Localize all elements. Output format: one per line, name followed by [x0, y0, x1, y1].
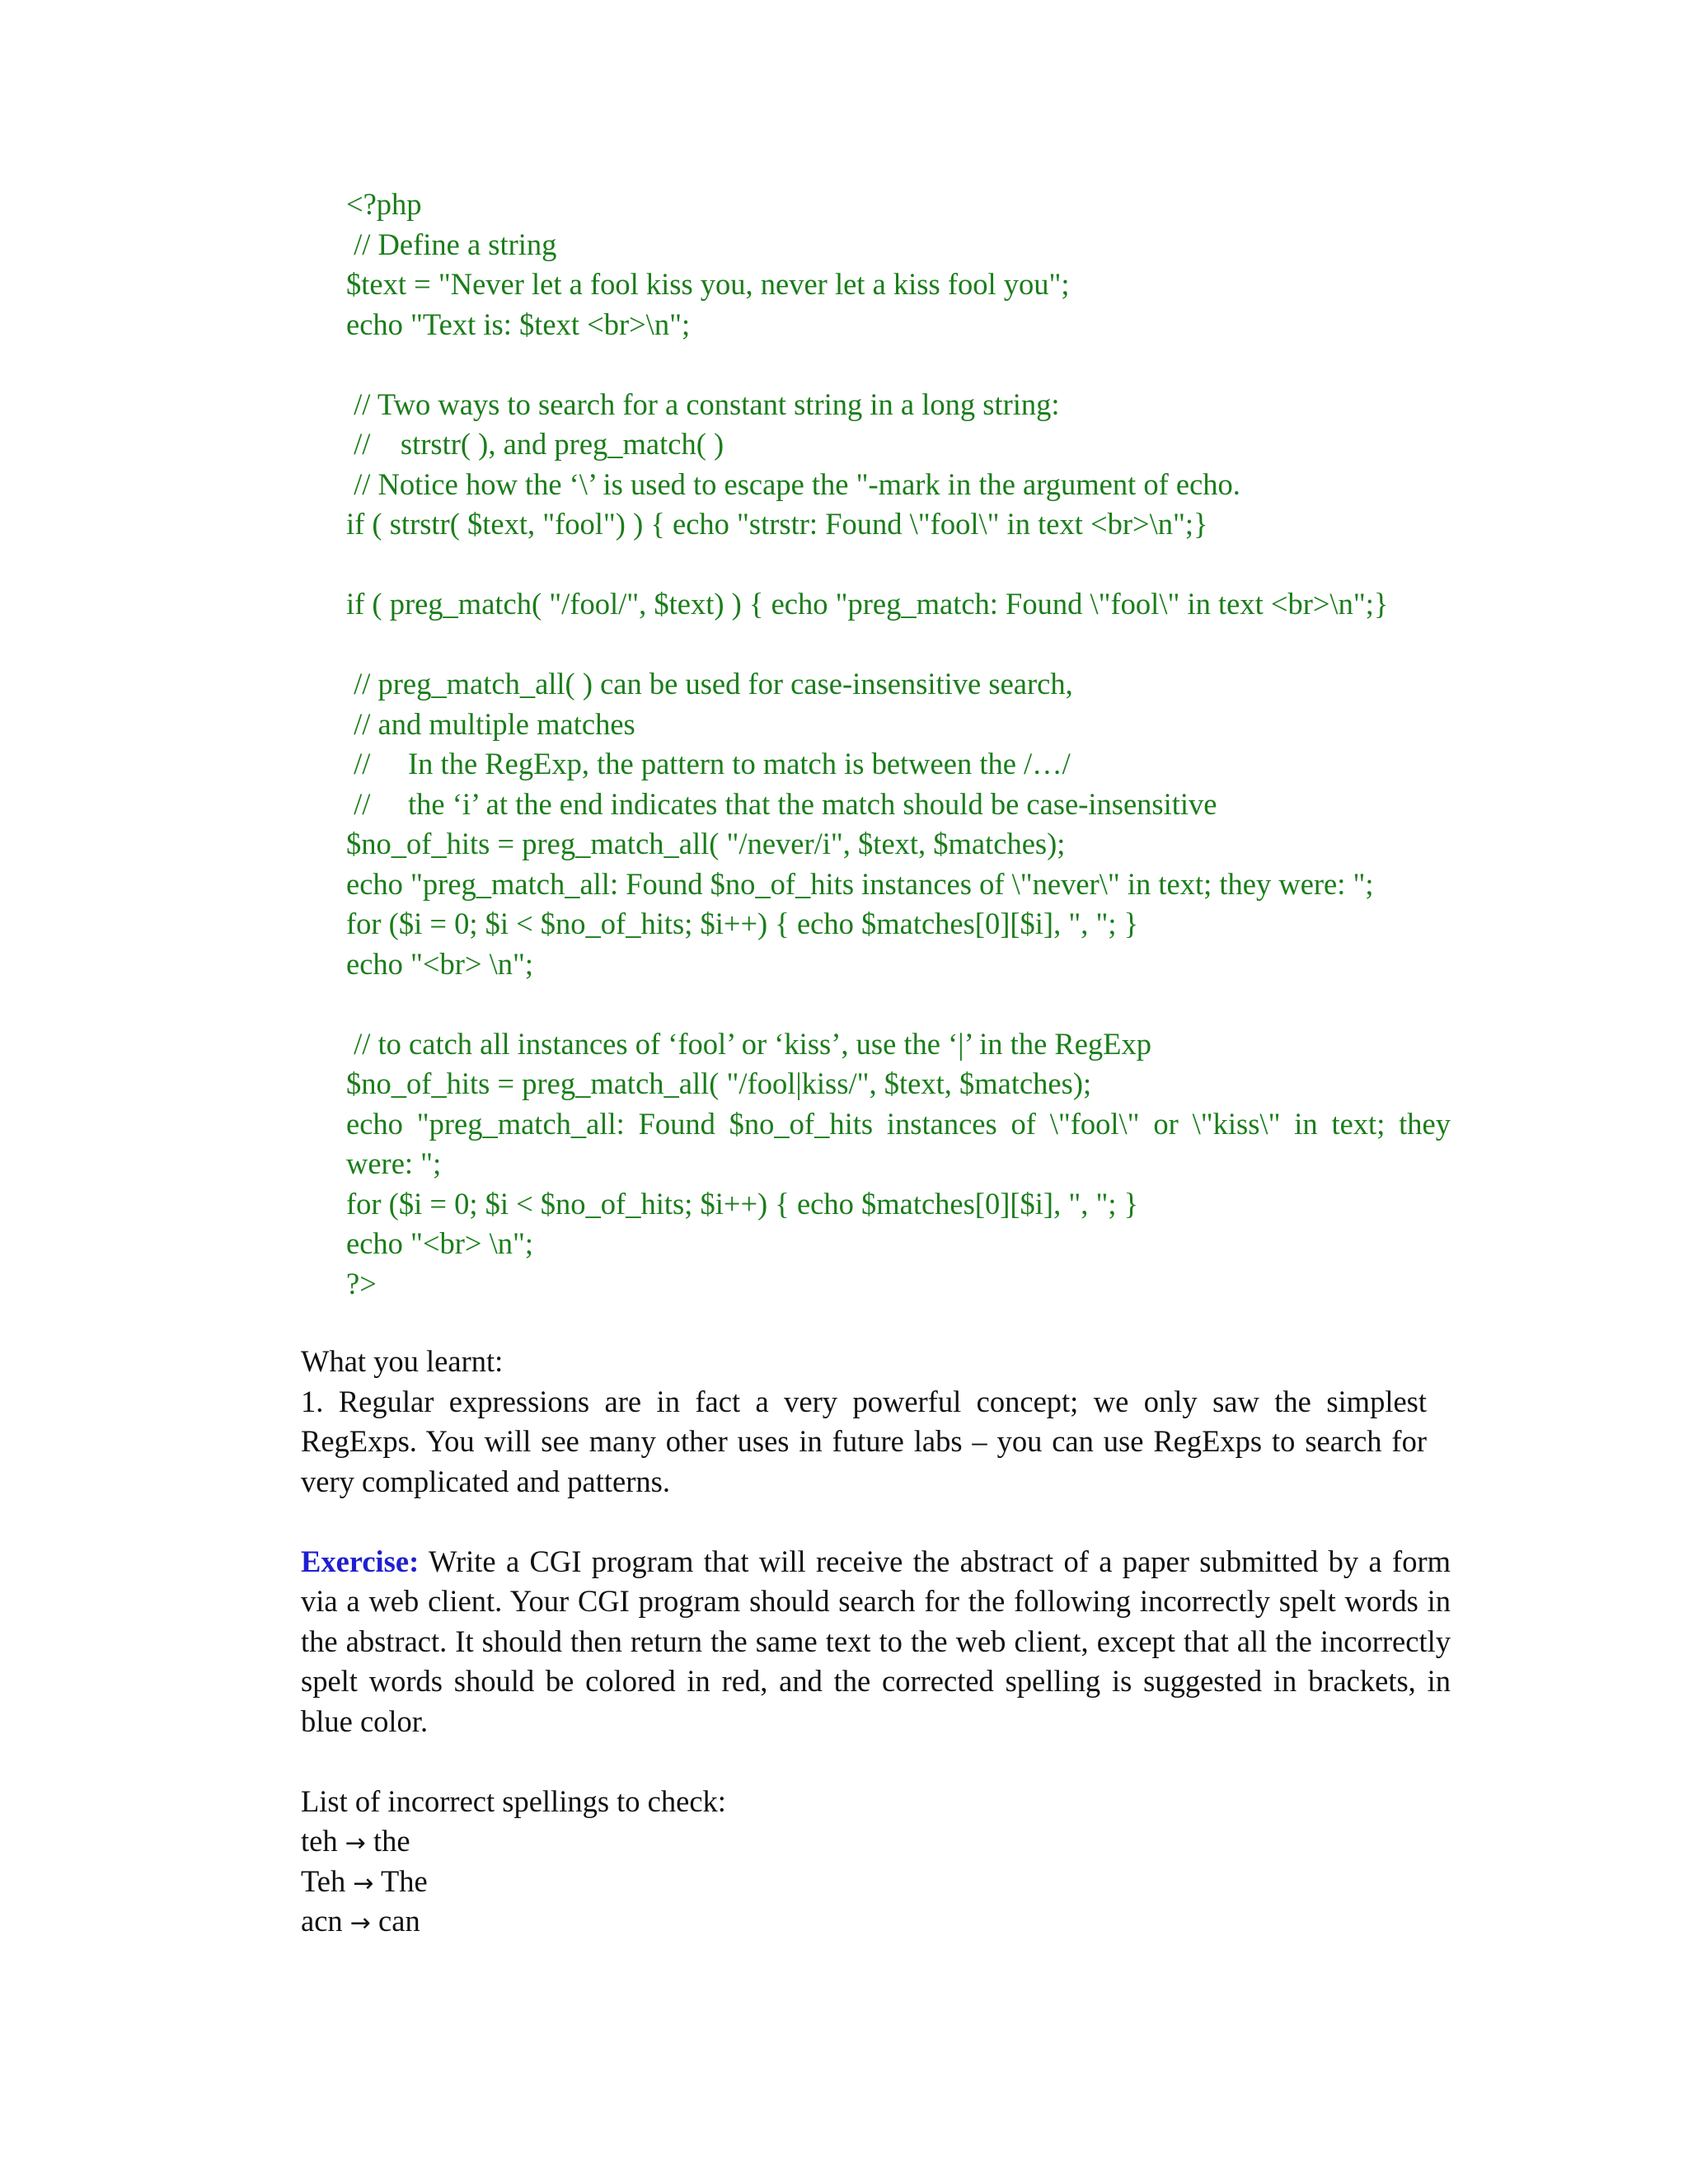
php-code-block	[346, 185, 1451, 1304]
exercise-text: Write a CGI program that will receive the abstract of a paper submitted by a form via a web client. Your CGI program should search for the following incorrectly spelt words in the abstract. It should then return the same text to the web client, except that all the incorrectly spelt words should be colored in red, and the corrected spelling is suggested in brackets, in blue color.	[301, 1544, 1451, 1738]
correct-spelling: the	[373, 1824, 410, 1858]
code-line: // and multiple matches	[346, 706, 635, 741]
code-line: // to catch all instances of ‘fool’ or ‘kiss’, use the ‘|’ in the RegExp	[346, 1026, 1151, 1061]
spellings-heading: List of incorrect spellings to check:	[301, 1783, 726, 1818]
arrow-right-icon: →	[349, 1909, 371, 1938]
code-line: <?php	[346, 187, 422, 221]
code-line: // Two ways to search for a constant string in a long string:	[346, 387, 1060, 421]
code-line: for ($i = 0; $i < $no_of_hits; $i++) { echo $matches[0][$i], ", "; }	[346, 1186, 1139, 1221]
code-line: // preg_match_all( ) can be used for case-insensitive search,	[346, 667, 1073, 701]
code-line: for ($i = 0; $i < $no_of_hits; $i++) { echo $matches[0][$i], ", "; }	[346, 907, 1139, 940]
code-line: ?>	[346, 1266, 377, 1301]
blank-line	[301, 1741, 1451, 1782]
blank-line	[301, 1502, 1451, 1542]
wrong-spelling: Teh	[301, 1863, 346, 1898]
learnt-heading: What you learnt:	[301, 1344, 504, 1378]
code-line: if ( strstr( $text, "fool") ) { echo "strstr: Found \"fool\" in text <br>\n";}	[346, 507, 1208, 541]
code-line: echo "preg_match_all: Found $no_of_hits instances of \"never\" in text; they were: ";	[346, 866, 1374, 901]
code-line: // In the RegExp, the pattern to match is between the /…/	[346, 747, 1071, 780]
correct-spelling: The	[380, 1863, 428, 1898]
blank-line	[346, 545, 1451, 585]
wrong-spelling: teh	[301, 1824, 338, 1858]
wrong-spelling: acn	[301, 1904, 343, 1938]
code-line-wrapped-continuation: were: ";	[346, 1146, 442, 1180]
code-line: // Define a string	[346, 227, 557, 261]
code-line-wrapped: echo "preg_match_all: Found $no_of_hits instances of \"fool\" or \"kiss\" in text; they	[346, 1106, 1451, 1141]
list-item	[301, 1862, 1451, 1902]
code-line: echo "<br> \n";	[346, 946, 534, 981]
code-line: // strstr( ), and preg_match( )	[346, 427, 724, 461]
list-item	[301, 1821, 1451, 1862]
code-line: $text = "Never let a fool kiss you, never let a kiss fool you";	[346, 267, 1070, 301]
blank-line	[346, 625, 1451, 665]
code-line: $no_of_hits = preg_match_all( "/fool|kiss/", $text, $matches);	[346, 1066, 1092, 1100]
code-line: echo "Text is: $text <br>\n";	[346, 307, 691, 341]
arrow-right-icon: →	[353, 1868, 374, 1898]
code-line: echo "<br> \n";	[346, 1226, 534, 1260]
exercise-paragraph	[301, 1542, 1451, 1742]
learnt-point: 1. Regular expressions are in fact a very powerful concept; we only saw the simplest RegExps. You will see many other uses in future labs – you can use RegExps to search for very complicated and patterns.	[301, 1384, 1427, 1498]
code-line: $no_of_hits = preg_match_all( "/never/i", $text, $matches);	[346, 827, 1066, 860]
code-line: // Notice how the ‘\’ is used to escape the "-mark in the argument of echo.	[346, 466, 1240, 501]
code-line: // the ‘i’ at the end indicates that the match should be case-insensitive	[346, 786, 1217, 821]
prose-section	[301, 1342, 1451, 1942]
arrow-right-icon: →	[345, 1829, 366, 1858]
code-line: if ( preg_match( "/fool/", $text) ) { echo "preg_match: Found \"fool\" in text <br>\n";}	[346, 587, 1389, 621]
correct-spelling: can	[378, 1904, 420, 1938]
exercise-label: Exercise:	[301, 1544, 420, 1578]
blank-line	[346, 344, 1451, 385]
list-item	[301, 1901, 1451, 1942]
blank-line	[346, 984, 1451, 1024]
